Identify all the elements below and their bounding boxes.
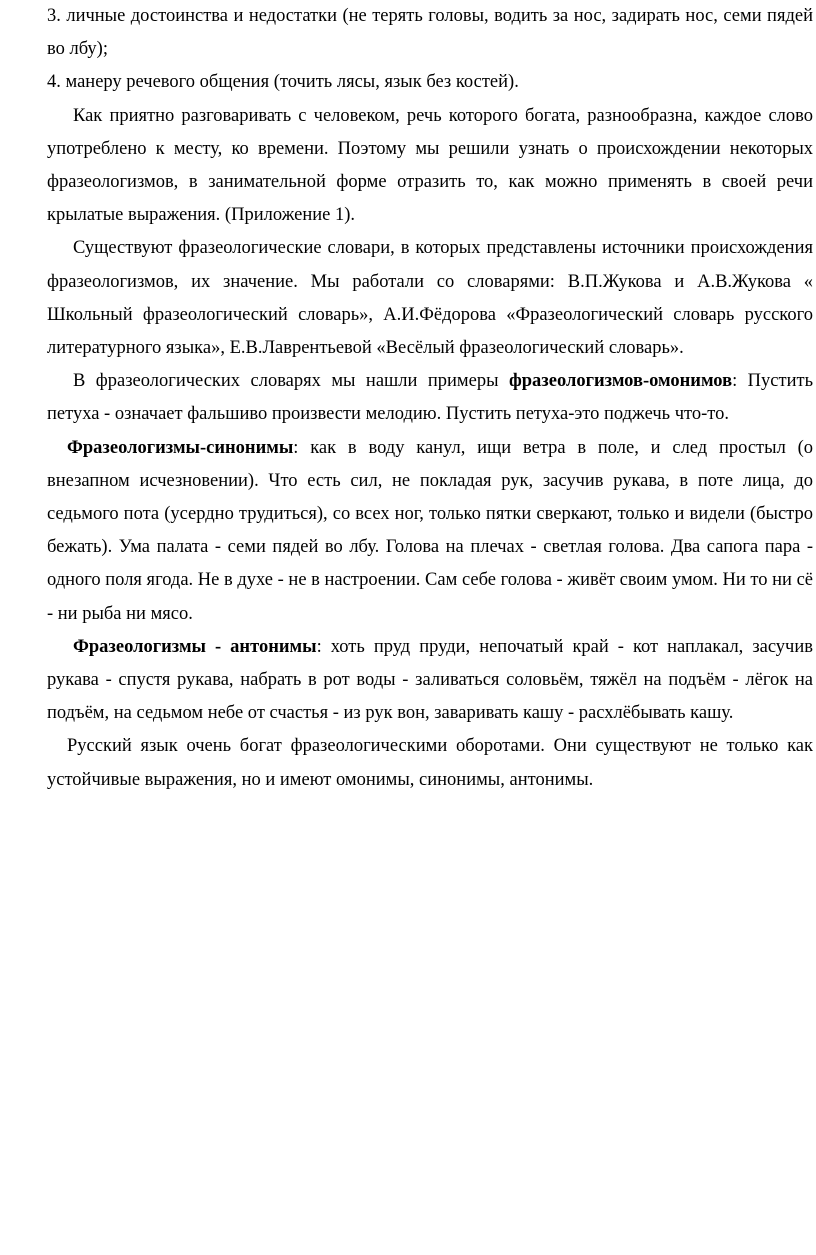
antonyms-term: Фразеологизмы - антонимы	[73, 636, 317, 657]
paragraph-homonyms	[47, 365, 813, 431]
synonyms-text: : как в воду канул, ищи ветра в поле, и след простыл (о внезапном исчезновении). Что есть сил, не покладая рук, засучив рукава, в поте лица, до седьмого пота (усердно трудиться), со всех ног, только пятки сверкают, только и видели (быстро бежать). Ума палата - семи пядей во лбу. Голова на плечах - светлая голова. Два сапога пара - одного поля ягода. Не в духе - не в настроении. Сам себе голова - живёт своим умом. Ни то ни сё - ни рыба ни мясо.	[47, 437, 813, 624]
paragraph-conclusion: Русский язык очень богат фразеологическими оборотами. Они существуют не только как устойчивые выражения, но и имеют омонимы, синонимы, антонимы.	[47, 736, 813, 790]
antonyms-text: : хоть пруд пруди, непочатый край - кот наплакал, засучив рукава - спустя рукава, набрать в рот воды - заливаться соловьём, тяжёл на подъём - лёгок на подъём, на седьмом небе от счастья - из рук вон, заваривать кашу - расхлёбывать кашу.	[47, 636, 813, 724]
homonyms-text: : Пустить петуха - означает фальшиво произвести мелодию. Пустить петуха-это поджечь что-то.	[47, 371, 814, 425]
paragraph-antonyms	[47, 631, 813, 731]
homonyms-intro: В фразеологических словарях мы нашли примеры	[73, 371, 509, 392]
paragraph-synonyms	[47, 432, 813, 631]
document-page	[47, 0, 813, 797]
paragraph-dictionaries: Существуют фразеологические словари, в которых представлены источники происхождения фразеологизмов, их значение. Мы работали со словарями: В.П.Жукова и А.В.Жукова « Школьный фразеологический словарь», А.И.Фёдорова «Фразеологический словарь русского литературного языка», Е.В.Лаврентьевой «Весёлый фразеологический словарь».	[47, 238, 813, 359]
list-item-4: 4. манеру речевого общения (точить лясы, язык без костей).	[47, 72, 519, 93]
list-item-3: 3. личные достоинства и недостатки (не терять головы, водить за нос, задирать нос, семи пядей во лбу);	[47, 6, 813, 60]
paragraph-speech: Как приятно разговаривать с человеком, речь которого богата, разнообразна, каждое слово употреблено к месту, ко времени. Поэтому мы решили узнать о происхождении некоторых фразеологизмов, в занимательной форме отразить то, как можно применять в своей речи крылатые выражения. (Приложение 1).	[47, 105, 813, 226]
synonyms-term: Фразеологизмы-синонимы	[67, 437, 294, 458]
homonyms-term: фразеологизмов-омонимов	[508, 371, 733, 392]
